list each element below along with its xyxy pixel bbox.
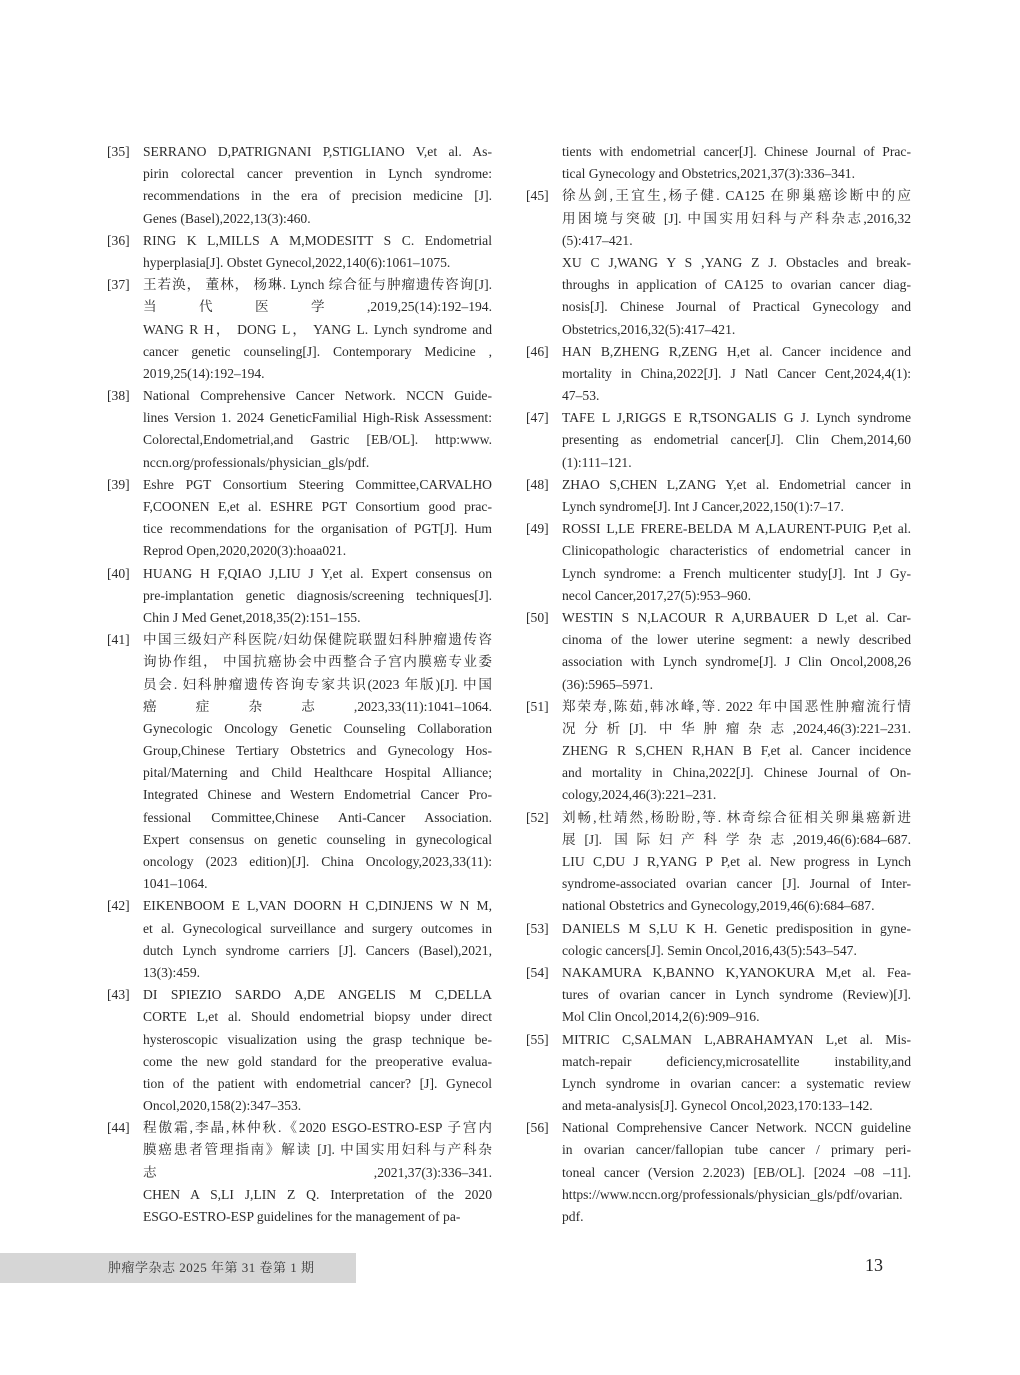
reference-entry (107, 385, 492, 474)
reference-line: Eshre PGT Consortium Steering Committee,CARVALHO (143, 476, 492, 492)
reference-line: 询协作组， 中国抗癌协会中西整合子宫内膜癌专业委 (143, 654, 492, 670)
reference-line: 徐丛剑,王宜生,杨子健. CA125 在卵巢癌诊断中的应 (562, 188, 911, 204)
reference-line: cinoma of the lower uterine segment: a newly described (562, 632, 911, 648)
reference-line: lines Version 1. 2024 GeneticFamilial High-Risk Assessment: (143, 410, 492, 426)
reference-number: [36] (107, 232, 130, 248)
footer-journal-issue: 肿瘤学杂志 2025 年第 31 卷第 1 期 (108, 1260, 315, 1275)
reference-line: nosis[J]. Chinese Journal of Practical Gynecology and (562, 299, 911, 315)
reference-line: cology,2024,46(3):221–231. (562, 787, 717, 803)
reference-entry (107, 141, 492, 230)
reference-line: ROSSI L,LE FRERE-BELDA M A,LAURENT-PUIG P,et al. (562, 521, 911, 537)
reference-entry (526, 962, 911, 1029)
reference-line: Chin J Med Genet,2018,35(2):151–155. (143, 609, 361, 625)
reference-line: ZHAO S,CHEN L,ZANG Y,et al. Endometrial cancer in (562, 476, 911, 492)
reference-line: presenting as endometrial cancer[J]. Clin Chem,2014,60 (562, 432, 911, 448)
reference-line: 癌症杂志,2023,33(11):1041–1064. (143, 698, 492, 714)
reference-text (562, 807, 911, 918)
reference-entry (526, 918, 911, 962)
reference-line: Group,Chinese Tertiary Obstetrics and Gynecology Hos- (143, 743, 492, 759)
reference-entry (107, 274, 492, 385)
reference-line: XU C J,WANG Y S ,YANG Z J. Obstacles and break- (562, 254, 911, 270)
reference-number: [55] (526, 1031, 549, 1047)
reference-line: F,COONEN E,et al. ESHRE PGT Consortium good prac- (143, 499, 492, 514)
reference-entry (526, 1029, 911, 1118)
reference-line: and meta-analysis[J]. Gynecol Oncol,2023,170:133–142. (562, 1098, 873, 1114)
reference-line: Obstetrics,2016,32(5):417–421. (562, 321, 736, 337)
reference-entry (107, 984, 492, 1117)
reference-line: Clinicopathologic characteristics of endometrial cancer in (562, 543, 911, 559)
reference-line: Lynch syndrome[J]. Int J Cancer,2022,150(1):7–17. (562, 499, 844, 514)
reference-line: 郑荣寿,陈茹,韩冰峰,等. 2022 年中国恶性肿瘤流行情 (562, 698, 911, 714)
reference-entry (107, 1117, 492, 1228)
reference-number: [47] (526, 410, 549, 426)
reference-number: [46] (526, 343, 549, 359)
reference-line: Oncol,2020,158(2):347–353. (143, 1098, 302, 1114)
reference-line: 膜癌患者管理指南》解读 [J]. 中国实用妇科与产科杂 (143, 1142, 492, 1158)
references-left-column (107, 141, 492, 1228)
reference-line: 47–53. (562, 388, 600, 404)
reference-line: national Obstetrics and Gynecology,2019,46(6):684–687. (562, 898, 875, 914)
page-number: 13 (865, 1255, 883, 1275)
reference-number: [48] (526, 476, 549, 492)
reference-text (562, 696, 911, 807)
reference-entry (107, 563, 492, 630)
reference-text (562, 185, 911, 340)
reference-line: and mortality in China,2022[J]. Chinese Journal of On- (562, 765, 911, 781)
reference-line: Lynch syndrome in ovarian cancer: a systematic review (562, 1075, 911, 1091)
reference-line: Integrated Chinese and Western Endometrial Cancer Pro- (143, 787, 492, 803)
reference-entry (526, 407, 911, 474)
reference-line: EIKENBOOM E L,VAN DOORN H C,DINJENS W N M, (143, 898, 492, 914)
reference-entry (526, 341, 911, 408)
reference-line: (1):111–121. (562, 454, 632, 470)
reference-line: tical Gynecology and Obstetrics,2021,37(3):336–341. (562, 166, 855, 182)
reference-number: [37] (107, 277, 130, 293)
reference-line: HUANG H F,QIAO J,LIU J Y,et al. Expert consensus on (143, 565, 492, 581)
reference-line: match-repair deficiency,microsatellite instability,and (562, 1053, 911, 1069)
reference-line: pital/Materning and Child Healthcare Hospital Alliance; (143, 765, 492, 781)
reference-number: [40] (107, 565, 130, 581)
reference-line: Genes (Basel),2022,13(3):460. (143, 210, 311, 226)
reference-line: 2019,25(14):192–194. (143, 365, 265, 381)
reference-line: National Comprehensive Cancer Network. NCCN guideline (562, 1120, 911, 1136)
reference-number: [43] (107, 987, 130, 1003)
reference-line: HAN B,ZHENG R,ZENG H,et al. Cancer incidence and (562, 343, 911, 359)
reference-number: [39] (107, 476, 130, 492)
reference-line: Mol Clin Oncol,2014,2(6):909–916. (562, 1009, 760, 1025)
reference-number: [38] (107, 388, 130, 404)
reference-line: 1041–1064. (143, 876, 208, 892)
reference-line: et al. Gynecological surveillance and surgery outcomes in (143, 920, 492, 936)
reference-line: dutch Lynch syndrome carriers [J]. Cancers (Basel),2021, (143, 942, 492, 958)
reference-line: https://www.nccn.org/professionals/physician_gls/pdf/ovarian. (562, 1186, 903, 1202)
reference-text (143, 141, 492, 230)
reference-line: 刘畅,杜靖然,杨盼盼,等. 林奇综合征相关卵巢癌新进 (562, 809, 911, 825)
reference-line: 志,2021,37(3):336–341. (143, 1164, 492, 1180)
reference-line: NAKAMURA K,BANNO K,YANOKURA M,et al. Fea- (562, 964, 911, 980)
reference-line: hyperplasia[J]. Obstet Gynecol,2022,140(6):1061–1075. (143, 254, 451, 270)
reference-text (562, 141, 911, 185)
reference-line: Expert consensus on genetic counseling in gynecological (143, 831, 492, 847)
reference-text (143, 474, 492, 563)
reference-line: (5):417–421. (562, 232, 633, 248)
reference-line: pirin colorectal cancer prevention in Lynch syndrome: (143, 166, 492, 182)
reference-line: fessional Committee,Chinese Anti-Cancer Association. (143, 809, 492, 825)
reference-line: association with Lynch syndrome[J]. J Clin Oncol,2008,26 (562, 654, 911, 670)
reference-text (562, 341, 911, 408)
reference-line: 王若涣， 董林， 杨琳. Lynch 综合征与肿瘤遗传咨询[J]. (143, 277, 492, 293)
reference-line: Gynecologic Oncology Genetic Counseling Collaboration (143, 720, 492, 736)
reference-text (562, 918, 911, 962)
reference-line: tice recommendations for the organisation of PGT[J]. Hum (143, 521, 492, 537)
reference-line: recommendations in the era of precision medicine [J]. (143, 188, 492, 204)
reference-number: [49] (526, 521, 549, 537)
reference-line: in ovarian cancer/fallopian tube cancer / primary peri- (562, 1142, 911, 1158)
reference-number: [52] (526, 809, 549, 825)
reference-line: CORTE L,et al. Should endometrial biopsy under direct (143, 1009, 492, 1025)
reference-entry (526, 474, 911, 518)
reference-line: mortality in China,2022[J]. J Natl Cancer Cent,2024,4(1): (562, 365, 911, 381)
reference-line: DANIELS M S,LU K H. Genetic predisposition in gyne- (562, 920, 911, 936)
reference-line: DI SPIEZIO SARDO A,DE ANGELIS M C,DELLA (143, 987, 492, 1003)
reference-line: RING K L,MILLS A M,MODESITT S C. Endometrial (143, 232, 492, 248)
reference-line: 当代医学,2019,25(14):192–194. (143, 299, 492, 315)
reference-text (562, 962, 911, 1029)
reference-line: MITRIC C,SALMAN L,ABRAHAMYAN L,et al. Mis- (562, 1031, 911, 1047)
reference-line: CHEN A S,LI J,LIN Z Q. Interpretation of the 2020 (143, 1186, 492, 1202)
reference-number: [50] (526, 609, 549, 625)
reference-entry (526, 807, 911, 918)
reference-line: oncology (2023 edition)[J]. China Oncology,2023,33(11): (143, 854, 492, 869)
reference-text (562, 407, 911, 474)
reference-number: [42] (107, 898, 130, 914)
reference-line: Reprod Open,2020,2020(3):hoaa021. (143, 543, 347, 559)
reference-number: [54] (526, 964, 549, 980)
reference-line: cologic cancers[J]. Semin Oncol,2016,43(5):543–547. (562, 942, 857, 958)
reference-entry (107, 629, 492, 895)
reference-line: hysteroscopic visualization using the grasp technique be- (143, 1031, 492, 1047)
reference-line: toneal cancer (Version 2.2023) [EB/OL]. [2024 –08 –11]. (562, 1164, 911, 1180)
reference-entry (526, 696, 911, 807)
footer-journal-bar (0, 1253, 356, 1283)
reference-line: 13(3):459. (143, 964, 201, 980)
reference-text (143, 230, 492, 274)
reference-line: ZHENG R S,CHEN R,HAN B F,et al. Cancer incidence (562, 743, 911, 759)
reference-number: [45] (526, 188, 549, 204)
reference-line: tures of ovarian cancer in Lynch syndrome (Review)[J]. (562, 987, 911, 1003)
references-right-column (526, 141, 911, 1228)
reference-text (143, 385, 492, 474)
reference-line: nccn.org/professionals/physician_gls/pdf. (143, 454, 370, 470)
reference-text (143, 274, 492, 385)
reference-entry (526, 185, 911, 340)
reference-text (143, 984, 492, 1117)
reference-number: [35] (107, 144, 130, 159)
reference-number: [41] (107, 632, 130, 648)
reference-line: 展[J]. 国际妇产科学杂志,2019,46(6):684–687. (562, 831, 911, 847)
reference-line: 中国三级妇产科医院/妇幼保健院联盟妇科肿瘤遗传咨 (143, 632, 492, 648)
reference-entry (107, 474, 492, 563)
reference-line: Lynch syndrome: a French multicenter study[J]. Int J Gy- (562, 565, 911, 581)
reference-line: come the new gold standard for the preoperative evalua- (143, 1053, 492, 1069)
reference-line: WESTIN S N,LACOUR R A,URBAUER D L,et al. Car- (562, 609, 911, 625)
reference-text (562, 518, 911, 607)
reference-entry (526, 1117, 911, 1228)
reference-text (143, 629, 492, 895)
reference-line: tients with endometrial cancer[J]. Chinese Journal of Prac- (562, 144, 911, 159)
reference-entry (107, 895, 492, 984)
reference-number: [44] (107, 1120, 130, 1136)
reference-entry-continued (526, 141, 911, 185)
reference-entry (107, 230, 492, 274)
reference-line: throughs in application of CA125 to ovarian cancer diag- (562, 277, 911, 293)
reference-line: National Comprehensive Cancer Network. NCCN Guide- (143, 388, 492, 404)
reference-line: 况分析[J]. 中华肿瘤杂志,2024,46(3):221–231. (562, 720, 911, 736)
reference-line: LIU C,DU J R,YANG P P,et al. New progress in Lynch (562, 854, 911, 869)
reference-line: cancer genetic counseling[J]. Contemporary Medicine , (143, 343, 492, 359)
reference-line: pdf. (562, 1209, 584, 1224)
reference-line: pre-implantation genetic diagnosis/screening techniques[J]. (143, 587, 492, 603)
reference-text (562, 1029, 911, 1118)
reference-line: SERRANO D,PATRIGNANI P,STIGLIANO V,et al. As- (143, 144, 492, 159)
reference-line: 用困境与突破 [J]. 中国实用妇科与产科杂志,2016,32 (562, 210, 911, 226)
reference-entry (526, 607, 911, 696)
reference-number: [53] (526, 920, 549, 936)
reference-text (143, 895, 492, 984)
reference-line: Colorectal,Endometrial,and Gastric [EB/OL]. http:www. (143, 432, 492, 448)
reference-text (562, 1117, 911, 1228)
reference-number: [56] (526, 1120, 549, 1136)
reference-line: 员会. 妇科肿瘤遗传咨询专家共识(2023 年版)[J]. 中国 (143, 676, 492, 692)
reference-text (143, 563, 492, 630)
reference-text (143, 1117, 492, 1228)
reference-line: tion of the patient with endometrial cancer? [J]. Gynecol (143, 1075, 492, 1091)
reference-line: syndrome-associated ovarian cancer [J]. Journal of Inter- (562, 876, 911, 892)
reference-line: TAFE L J,RIGGS E R,TSONGALIS G J. Lynch syndrome (562, 410, 911, 426)
reference-line: necol Cancer,2017,27(5):953–960. (562, 587, 751, 603)
reference-entry (526, 518, 911, 607)
reference-line: (36):5965–5971. (562, 676, 653, 692)
reference-line: ESGO-ESTRO-ESP guidelines for the management of pa- (143, 1209, 461, 1224)
reference-text (562, 607, 911, 696)
reference-text (562, 474, 911, 518)
reference-line: WANG R H， DONG L， YANG L. Lynch syndrome and (143, 321, 492, 337)
reference-line: 程傲霜,李晶,林仲秋.《2020 ESGO-ESTRO-ESP 子宫内 (143, 1120, 492, 1136)
reference-number: [51] (526, 698, 549, 714)
